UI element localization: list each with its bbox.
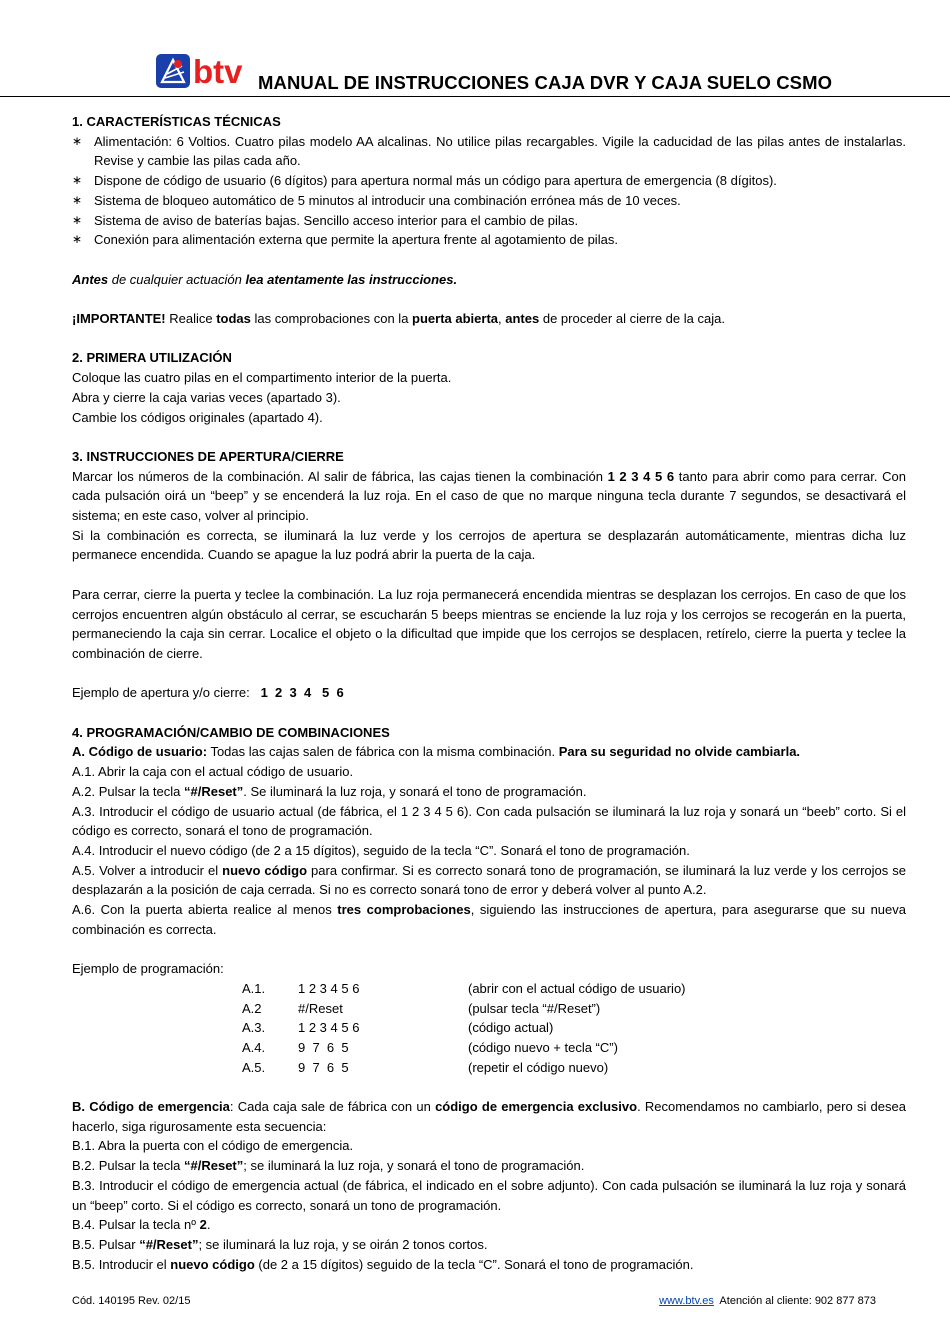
bullet-item: ∗ Alimentación: 6 Voltios. Cuatro pilas modelo AA alcalinas. No utilice pilas recargables. Vigile la caducidad de las pilas antes de instalarlas. Revise y cambie las pilas cada año. bbox=[72, 133, 906, 169]
document-body bbox=[72, 112, 906, 1274]
table-row: A.3. 1 2 3 4 5 6 (código actual) bbox=[242, 1020, 554, 1036]
asterisk-bullet-icon: ∗ bbox=[72, 192, 83, 207]
paragraph: B. Código de emergencia: Cada caja sale de fábrica con un código de emergencia exclusivo. Recomendamos no cambiarlo, pero si desea hacerlo, siga rigurosamente esta secuencia: bbox=[72, 1099, 906, 1134]
asterisk-bullet-icon: ∗ bbox=[72, 232, 83, 247]
programming-example-title: Ejemplo de programación: bbox=[72, 961, 224, 977]
paragraph: Si la combinación es correcta, se iluminará la luz verde y los cerrojos de apertura se desplazarán automáticamente, mientras dicha luz permanece encendida. Cuando se apague la luz podrá abrir la puerta de la caja. bbox=[72, 527, 906, 563]
step-line: B.2. Pulsar la tecla “#/Reset”; se iluminará la luz roja, y sonará el tono de programación. bbox=[72, 1158, 585, 1174]
table-row: A.5. 9 7 6 5 (repetir el código nuevo) bbox=[242, 1059, 609, 1075]
page-header bbox=[0, 50, 950, 100]
bullet-item: ∗ Dispone de código de usuario (6 dígitos) para apertura normal más un código para apertura de emergencia (8 dígitos). bbox=[72, 171, 906, 191]
section-4-heading: 4. PROGRAMACIÓN/CAMBIO DE COMBINACIONES bbox=[72, 724, 390, 740]
step-line: B.1. Abra la puerta con el código de emergencia. bbox=[72, 1138, 354, 1154]
paragraph: A. Código de usuario: Todas las cajas salen de fábrica con la misma combinación. Para su seguridad no olvide cambiarla. bbox=[72, 744, 801, 760]
opening-example: Ejemplo de apertura y/o cierre: 1 2 3 4 5 6 bbox=[72, 685, 344, 701]
asterisk-bullet-icon: ∗ bbox=[72, 212, 83, 227]
table-row: A.2 #/Reset (pulsar tecla “#/Reset”) bbox=[242, 1000, 601, 1016]
step-line: A.6. Con la puerta abierta realice al menos tres comprobaciones, siguiendo las instrucciones de apertura, para asegurarse que su nueva combinación es correcta. bbox=[72, 902, 907, 937]
read-instructions-notice: Antes de cualquier actuación lea atentamente las instrucciones. bbox=[72, 271, 458, 287]
step-line: B.3. Introducir el código de emergencia actual (de fábrica, el indicado en el sobre adjunto). Con cada pulsación se iluminará la luz roja y sonará un “beep” corto. Si el código es correcto, sonará un tono de programación. bbox=[72, 1177, 906, 1213]
bullet-item: ∗ Conexión para alimentación externa que permite la apertura frente al agotamiento de pilas. bbox=[72, 230, 906, 250]
header-rule bbox=[0, 96, 950, 97]
asterisk-bullet-icon: ∗ bbox=[72, 173, 83, 188]
step-line: A.5. Volver a introducir el nuevo código para confirmar. Si es correcto sonará tono de programación, se iluminará la luz verde y los cerrojos se desplazarán a la posición de caja cerrada. Si no es correcto sonará tono de error y deberá volver al punto A.2. bbox=[72, 862, 906, 898]
step-line: B.4. Pulsar la tecla nº 2. bbox=[72, 1217, 211, 1233]
section-3-heading: 3. INSTRUCCIONES DE APERTURA/CIERRE bbox=[72, 448, 344, 464]
footer-code: Cód. 140195 Rev. 02/15 bbox=[72, 1295, 191, 1307]
step-line: A.3. Introducir el código de usuario actual (de fábrica, el 1 2 3 4 5 6). Con cada pulsación se iluminará la luz roja y sonará un “beeb” corto. Si el código es correcto, sonará el tono de programación. bbox=[72, 803, 906, 839]
section-1-heading: 1. CARACTERÍSTICAS TÉCNICAS bbox=[72, 114, 281, 129]
brand-text: btv bbox=[193, 53, 243, 90]
bullet-item: ∗ Sistema de bloqueo automático de 5 minutos al introducir una combinación errónea más de 10 veces. bbox=[72, 191, 906, 211]
btv-logo bbox=[156, 52, 252, 90]
text-line: Cambie los códigos originales (apartado 4). bbox=[72, 409, 323, 425]
section-2-heading: 2. PRIMERA UTILIZACIÓN bbox=[72, 350, 232, 366]
step-line: A.1. Abrir la caja con el actual código de usuario. bbox=[72, 764, 354, 780]
table-row: A.1. 1 2 3 4 5 6 (abrir con el actual código de usuario) bbox=[242, 980, 686, 996]
text-line: Coloque las cuatro pilas en el compartimento interior de la puerta. bbox=[72, 370, 452, 386]
website-link[interactable]: www.btv.es bbox=[659, 1295, 714, 1307]
paragraph: Marcar los números de la combinación. Al salir de fábrica, las cajas tienen la combinación 1 2 3 4 5 6 tanto para abrir como para cerrar. Con cada pulsación oirá un “beep” y se encenderá la luz roja. En el caso de que no marque ninguna tecla durante 7 segundos, se desactivará el sistema; en este caso, volver al principio. bbox=[72, 468, 906, 523]
asterisk-bullet-icon: ∗ bbox=[72, 133, 83, 148]
step-line: A.2. Pulsar la tecla “#/Reset”. Se iluminará la luz roja, y sonará el tono de programación. bbox=[72, 783, 587, 799]
document-title: MANUAL DE INSTRUCCIONES CAJA DVR Y CAJA SUELO CSMO bbox=[258, 72, 833, 93]
table-row: A.4. 9 7 6 5 (código nuevo + tecla “C”) bbox=[242, 1039, 618, 1055]
step-line: A.4. Introducir el nuevo código (de 2 a 15 dígitos), seguido de la tecla “C”. Sonará el tono de programación. bbox=[72, 842, 690, 858]
programming-example-table bbox=[72, 979, 906, 1078]
step-line: B.5. Introducir el nuevo código (de 2 a 15 dígitos) seguido de la tecla “C”. Sonará el tono de programación. bbox=[72, 1256, 694, 1272]
text-line: Abra y cierre la caja varias veces (apartado 3). bbox=[72, 389, 341, 405]
bullet-item: ∗ Sistema de aviso de baterías bajas. Sencillo acceso interior para el cambio de pilas. bbox=[72, 211, 906, 231]
footer-contact: www.btv.es Atención al cliente: 902 877 873 bbox=[659, 1295, 876, 1307]
important-notice: ¡IMPORTANTE! Realice todas las comprobaciones con la puerta abierta, antes de proceder al cierre de la caja. bbox=[72, 311, 725, 326]
paragraph: Para cerrar, cierre la puerta y teclee la combinación. La luz roja permanecerá encendida mientras se desplazan los cerrojos. En caso de que los cerrojos encuentren algún obstáculo al cerrar, se escucharán 5 beeps mientras se enciende la luz roja y los cerrojos se recogerán en la puerta, permaneciendo la caja sin cerrar. Localice el objeto o la dificultad que impide que los cerrojos se desplacen, retírelo, cierre la puerta y teclee la combinación de cierre. bbox=[72, 586, 906, 661]
step-line: B.5. Pulsar “#/Reset”; se iluminará la luz roja, y se oirán 2 tonos cortos. bbox=[72, 1236, 488, 1252]
